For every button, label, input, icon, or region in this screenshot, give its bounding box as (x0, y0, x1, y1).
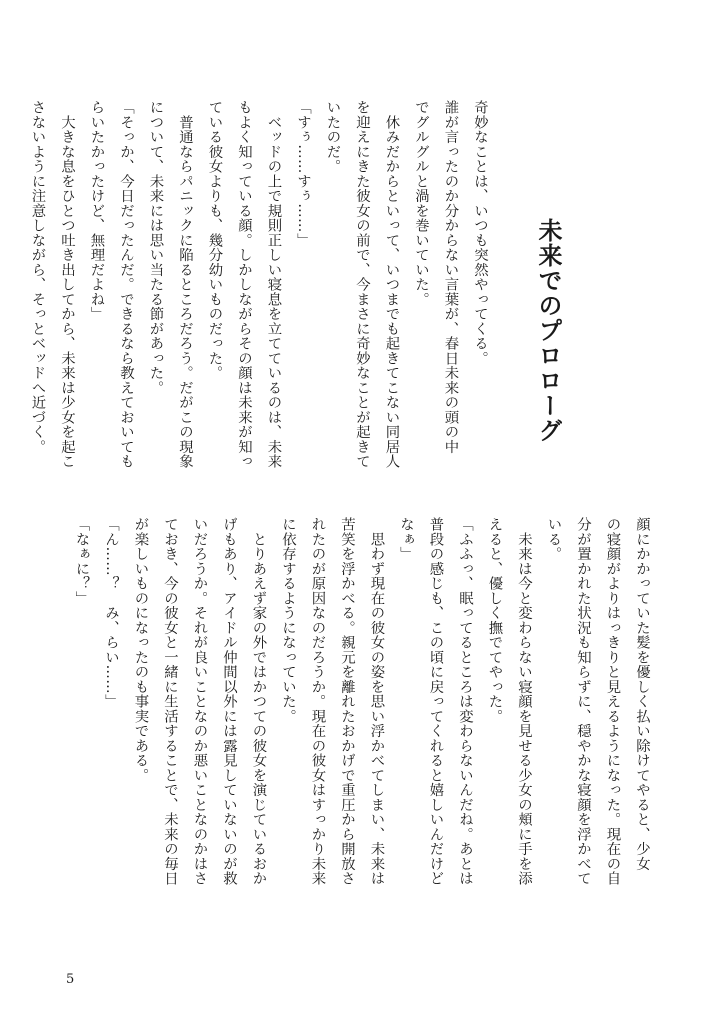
text-line: れたのが原因なのだろうか。現在の彼女はすっかり未来 (309, 517, 326, 886)
text-line: ベッドの上で規則正しい寝息を立てているのは、未来 (265, 100, 282, 469)
text-line: いたのだ。 (324, 100, 341, 174)
text-line: 休みだからといって、いつまでも起きてこない同居人 (383, 100, 400, 469)
text-line: 「ふふっ、眠ってるところは変わらないんだね。あとは (457, 517, 473, 886)
text-line: いだろうか。それが良いことなのか悪いことなのかはさ (191, 517, 208, 886)
text-line: 苦笑を浮かべる。親元を離れたおかげで重圧から開放さ (339, 517, 355, 886)
text-line: が楽しいものになったのも事実である。 (132, 517, 149, 783)
text-line: とりあえず家の外ではかつての彼女を演じているおか (250, 517, 267, 886)
text-line: 「すぅ……すぅ……」 (295, 100, 311, 248)
text-line: 奇妙なことは、いつも突然やってくる。 (472, 100, 488, 366)
text-line: げもあり、アイドル仲間以外には露見していないのが救 (221, 517, 237, 886)
text-line: なぁ」 (398, 517, 414, 562)
text-line: 「ん……？ み、らい……」 (103, 517, 119, 709)
text-line: ておき、今の彼女と一緒に生活することで、未来の毎日 (162, 517, 178, 886)
text-line: 思わず現在の彼女の姿を思い浮かべてしまい、未来は (368, 517, 385, 886)
text-line: ている彼女よりも、幾分幼いものだった。 (206, 100, 223, 381)
text-line: 普通ならパニックに陥るところだろう。だがこの現象 (177, 100, 193, 469)
text-line: いる。 (545, 517, 562, 562)
text-line: 普段の感じも、この頃に戻ってくれると嬉しいんだけど (427, 517, 444, 886)
text-line: もよく知っている顔。しかしながらその顔は未来が知っ (236, 100, 252, 469)
text-line: を迎えにきた彼女の前で、今まさに奇妙なことが起きて (354, 100, 370, 469)
text-line: でグルグルと渦を巻いていた。 (413, 100, 429, 307)
text-line: について、未来には思い当たる節があった。 (147, 100, 164, 395)
text-block-bottom (58, 517, 656, 917)
text-line: 「そっか、今日だったんだ。できるなら教えておいても (118, 100, 134, 469)
text-line: 未来は今と変わらない寝顔を見せる少女の頬に手を添 (516, 517, 532, 886)
text-line: らいたかったけど、無理だよね」 (88, 100, 105, 322)
text-line: さないように注意しながら、そっとベッドへ近づく。 (29, 100, 46, 454)
text-line: 大きな息をひとつ吐き出してから、未来は少女を起こ (59, 100, 75, 469)
chapter-title: 未来でのプロローグ (534, 218, 563, 443)
text-line: 顔にかかっていた髪を優しく払い除けてやると、少女 (634, 517, 650, 871)
text-line: の寝顔がよりはっきりと見えるようになった。現在の自 (604, 517, 621, 886)
text-block-top (29, 100, 494, 500)
text-line: 誰が言ったのか分からない言葉が、春日未来の頭の中 (442, 100, 459, 454)
text-line: えると、優しく撫でてやった。 (486, 517, 503, 724)
page-number: 5 (66, 972, 75, 987)
text-line: 「なぁに？」 (73, 517, 90, 606)
text-line: に依存するようになっていた。 (280, 517, 296, 724)
text-line: 分が置かれた状況も知らずに、穏やかな寝顔を浮かべて (575, 517, 591, 886)
